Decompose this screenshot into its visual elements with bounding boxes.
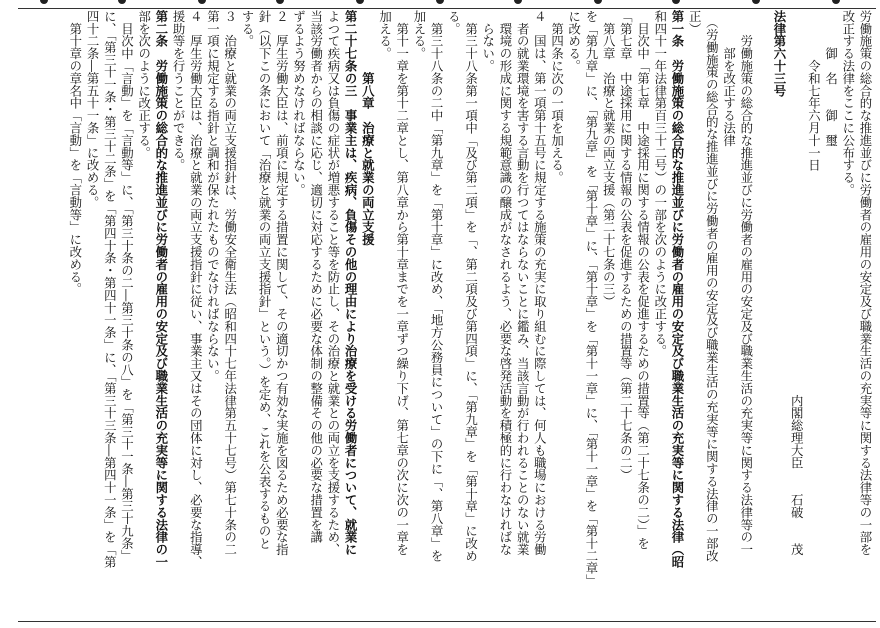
text-column: る。 [446, 10, 462, 35]
text-column: を「第九章」に、「第九章」を「第十章」に、「第十章」を「第十一章」に、「第十一章」を「第十二章」 [583, 10, 599, 587]
text-column: ３ 治療と就業の両立支援指針は、労働安全衛生法（昭和四十七年法律第五十七号）第七十条の二 [222, 10, 238, 556]
bottom-rule [18, 621, 876, 622]
text-column: 第八章 治療と就業の両立支援（第二十七条の三） [601, 10, 617, 308]
text-column: 部を改正する法律 [721, 10, 737, 147]
text-column: 法律第六十三号 [771, 10, 787, 97]
text-column: 目次中「第七章 中途採用に関する情報の公表を促進するための措置等（第二十七条の二）」を [635, 10, 651, 550]
text-column: 第十章の章名中「言動」を「言動等」に改める。 [67, 10, 83, 296]
text-column: らない。 [480, 10, 496, 72]
text-column: ずるよう努めなければならない。 [291, 10, 307, 196]
text-column: 針（以下この条において「治療と就業の両立支援指針」という。）を定め、これを公表するものと [257, 10, 273, 550]
top-edge-marks [0, 0, 880, 6]
vertical-text-page [20, 10, 874, 620]
text-column: 第二十七条の三 事業主は、疾病、負傷その他の理由により治療を受ける労働者について、就業に [343, 10, 359, 556]
text-column: 者の就業環境を害する言動を行つてはならないことに鑑み、当該言動が行われることのない就業 [515, 10, 531, 556]
text-column: 環境の形成に関する規範意識の醸成がなされるよう、必要な啓発活動を積極的に行わなければな [497, 10, 513, 556]
text-column: 加える。 [377, 10, 393, 60]
text-column: 令和七年六月十一日 [806, 10, 822, 172]
text-column: 第四条に次の一項を加える。 [549, 10, 565, 184]
text-column: 内閣総理大臣 石破 茂 [789, 10, 805, 556]
text-column: 第三十八条の二中「第九章」を「第十章」に改め、「地方公務員について」の下に「、第八章」を [429, 10, 445, 562]
text-column: に、「第三十一条・第三十二条」を「第四十条・第四十一条」に、「第三十三条―第四十一条」を「第 [102, 10, 118, 568]
text-column: 加える。 [411, 10, 427, 60]
text-column: 第一項に規定する指針と調和が保たれたものでなければならない。 [205, 10, 221, 382]
text-column: 労働施策の総合的な推進並びに労働者の雇用の安定及び職業生活の充実等に関する法律等の一部を [858, 10, 873, 556]
text-column: に改める。 [566, 10, 582, 72]
text-column: する。 [239, 10, 255, 48]
text-column: 当該労働者からの相談に応じ、適切に対応するために必要な体制の整備その他の必要な措置を講 [308, 10, 324, 544]
text-column: ４ 厚生労働大臣は、治療と就業の両立支援指針に従い、事業主又はその団体に対し、必要な指導、 [188, 10, 204, 568]
text-column: ４ 国は、第一項第十五号に規定する施策の充実に取り組むに際しては、何人も職場における労働 [532, 10, 548, 556]
text-column: よつて疾病又は負傷の症状が増悪すること等を防止し、その治療と就業との両立を支援するため、 [325, 10, 341, 556]
text-column: 第一条 労働施策の総合的な推進並びに労働者の雇用の安定及び職業生活の充実等に関する法律（昭 [669, 10, 685, 568]
text-column: 四十二条―第五十一条」に改める。 [85, 10, 101, 209]
text-column: 援助等を行うことができる。 [171, 10, 187, 172]
top-rule [18, 8, 876, 9]
text-column: 第三十八条第一項中「及び第二項」を「、第二項及び第四項」に、「第九章」を「第十章」に改め [463, 10, 479, 562]
text-column: 御 名 御 璽 [823, 10, 839, 147]
text-column: 第十一章を第十二章とし、第八章から第十章までを一章ずつ繰り下げ、第七章の次に次の一章を [394, 10, 410, 556]
text-column: 「第七章 中途採用に関する情報の公表を促進するための措置等（第二十七条の二） [618, 10, 634, 482]
text-column: （労働施策の総合的な推進並びに労働者の雇用の安定及び職業生活の充実等に関する法律の一部改 [704, 10, 720, 562]
text-column: 目次中「言動」を「言動等」に、「第三十条の二―第三十条の八」を「第三十一条―第三十九条」 [119, 10, 135, 562]
text-column: ２ 厚生労働大臣は、前項に規定する措置に関して、その適切かつ有効な実施を図るため必要な指 [274, 10, 290, 556]
text-column: 和四十一年法律第百三十二号）の一部を次のように改正する。 [652, 10, 668, 358]
text-column: 労働施策の総合的な推進並びに労働者の雇用の安定及び職業生活の充実等に関する法律等の一 [738, 10, 754, 556]
text-column: 第八章 治療と就業の両立支援 [360, 10, 376, 246]
text-column: 部を次のように改正する。 [136, 10, 152, 159]
text-column: 第二条 労働施策の総合的な推進並びに労働者の雇用の安定及び職業生活の充実等に関する法律の一 [153, 10, 169, 568]
text-column: 正） [687, 10, 703, 35]
text-column: 改正する法律をここに公布する。 [840, 10, 856, 196]
